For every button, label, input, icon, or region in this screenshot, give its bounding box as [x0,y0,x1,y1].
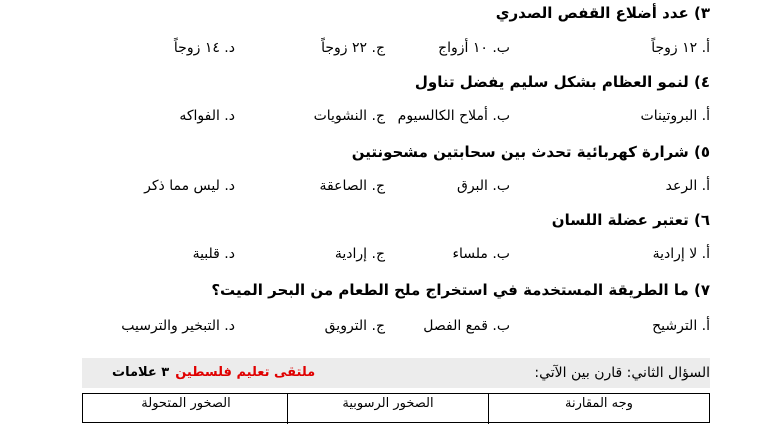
marks-label: ٣ علامات [112,365,170,380]
question-4-option-b: ب. أملاح الكالسيوم [397,108,510,124]
brand-label: ملتقى تعليم فلسطين [175,365,316,380]
question-6-options [0,244,780,264]
question-3-title: ٣) عدد أضلاع القفص الصدري [495,4,710,22]
question-7-option-a: أ. الترشيح [652,318,710,334]
question-3-option-b: ب. ١٠ أزواج [438,40,510,56]
table-header-sedimentary-rocks: الصخور الرسوبية [287,394,489,424]
question-4-option-d: د. الفواكه [179,108,235,124]
question-5-option-d: د. ليس مما ذكر [144,178,235,194]
question-7-option-d: د. التبخير والترسيب [121,318,235,334]
section-marks [112,363,315,383]
table-header-comparison-aspect: وجه المقارنة [565,396,633,411]
question-3-option-d: د. ١٤ زوجاً [173,40,235,56]
question-5-option-b: ب. البرق [456,178,510,194]
question-3-option-a: أ. ١٢ زوجاً [651,40,710,56]
comparison-table [82,393,710,423]
question-5-title: ٥) شرارة كهربائية تحدث بين سحابتين مشحونتين [351,143,710,161]
question-3-options [0,38,780,58]
question-6-option-b: ب. ملساء [452,246,510,262]
question-5-options [0,176,780,196]
question-6-option-c: ج. إرادية [334,246,385,262]
question-7-option-b: ب. قمع الفصل [423,318,510,334]
question-7-options [0,316,780,336]
question-4-title: ٤) لنمو العظام بشكل سليم يفضل تناول [414,73,710,91]
table-header-metamorphic-rocks: الصخور المتحولة [141,396,231,411]
question-7-option-c: ج. الترويق [324,318,385,334]
question-6-title: ٦) تعتبر عضلة اللسان [551,211,710,229]
question-5-option-a: أ. الرعد [665,178,710,194]
question-4-option-a: أ. البروتينات [640,108,710,124]
question-3-option-c: ج. ٢٢ زوجاً [321,40,385,56]
question-7-title: ٧) ما الطريقة المستخدمة في استخراج ملح الطعام من البحر الميت؟ [211,281,710,299]
section-title: السؤال الثاني: قارن بين الآتي: [534,365,710,381]
question-5-option-c: ج. الصاعقة [319,178,385,194]
question-4-option-c: ج. النشويات [313,108,385,124]
question-6-option-a: أ. لا إرادية [652,246,710,262]
question-4-options [0,106,780,126]
question-6-option-d: د. قلبية [192,246,235,262]
